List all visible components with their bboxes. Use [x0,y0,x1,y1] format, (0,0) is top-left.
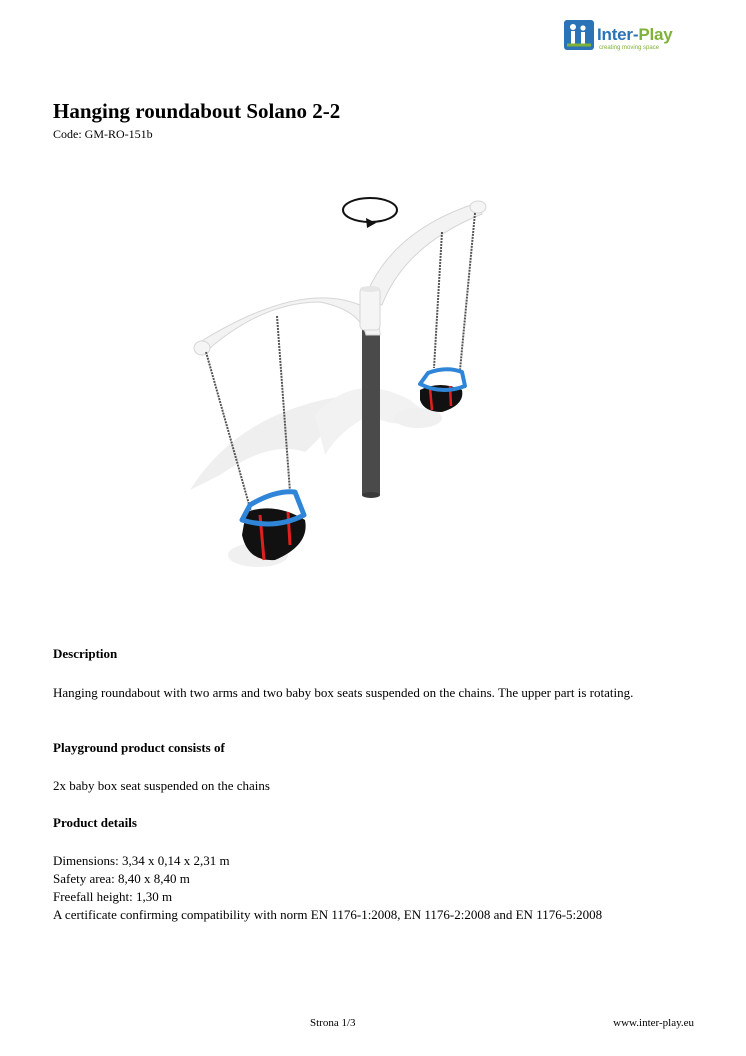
roundabout-illustration [180,190,500,580]
rotation-arrow-icon [343,198,397,228]
page-title: Hanging roundabout Solano 2-2 [53,99,341,123]
consists-heading: Playground product consists of [53,740,225,755]
description-heading: Description [53,646,118,661]
consists-text: 2x baby box seat suspended on the chains [53,778,270,793]
brand-tagline: creating moving space [599,45,660,51]
description-text: Hanging roundabout with two arms and two baby box seats suspended on the chains. The upper part is rotating. [53,685,634,700]
detail-freefall-height: Freefall height: 1,30 m [53,889,173,904]
page-number: Strona 1/3 [310,1017,356,1029]
details-list [53,852,687,924]
detail-certificate: A certificate confirming compatibility with norm EN 1176-1:2008, EN 1176-2:2008 and EN 1176-5:2008 [53,907,603,922]
product-code: Code: GM-RO-151b [53,127,153,141]
detail-safety-area: Safety area: 8,40 x 8,40 m [53,871,190,886]
detail-dimensions: Dimensions: 3,34 x 0,14 x 2,31 m [53,853,230,868]
details-heading: Product details [53,815,137,830]
brand-name: Inter-Play [597,25,673,44]
footer-url[interactable]: www.inter-play.eu [613,1017,694,1029]
